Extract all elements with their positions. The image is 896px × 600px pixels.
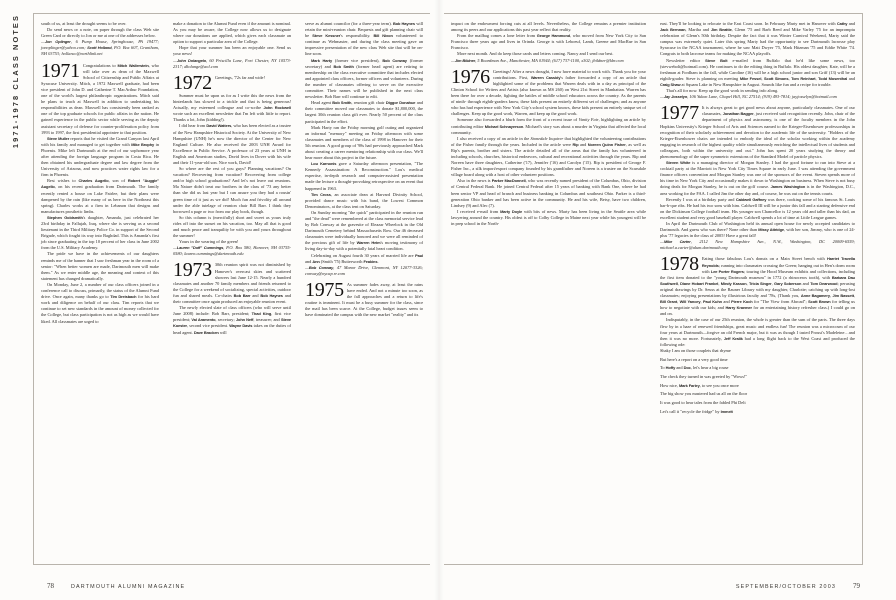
paragraph: That's all for now. Keep up the good work in sending info along. (666, 88, 779, 94)
column-signature: —Jon Oplinger, 6 Pump House, Springhouse, PA 19477; jonoplinger@yahoo.com; Scott Holland, P.O. Box 607, Grantham, NH 03753; hollancc@earthlink.net (41, 39, 160, 57)
column-4 (444, 14, 653, 564)
class-year-heading: 1975 (305, 278, 344, 301)
class-year-heading: 1976 (451, 65, 490, 88)
paragraph: Lou Karnonis gave a Saturday afternoon presentation, "The Kennedy Assassination: A Reconstruction." Lou's medical expertise, in-depth research and computer-assisted presentation made the lecture a thought-provoking retrospective on an event that happened in 1963. (305, 161, 423, 191)
paragraph: Tim Cross, an associate dean at Harvard Divinity School, provided dance music with his band, the Lowest Common Denominators, at the class tent on Saturday. (305, 191, 423, 209)
paragraph: Indisputably, in the case of our 25th reunion, the whole is greater than the sum of the parts. The three days flew by in a haze of renewed friendships, great music and endless fun! The reunion was a microcosm of our four years at Dartmouth—forgive an old French major, but it was as though I tasted Proust's Madeleine…and then it was no more. Fortunately, Jeff Kralik had a long flight back to the West Coast and produced the following ode: (660, 317, 855, 347)
column-2 (166, 14, 298, 564)
column-5 (653, 14, 862, 564)
paragraph: Eating those fabulous Lou's donuts on a Main Street bench with Harriet Travella Reynolds; running into classmates crossing the Green; hanging out in Hen's dorm room with Lee Porter Rogers; touring the Hood Museum exhibits and collections, including the first item donated to the "young Dartmouth museum" in 1772 (a rhinoceros tooth), with Barbara Dau Southwell, Diane Hobart Frankel, Mindy Kasson, Tricia Singer, Gary Soberson and Tom Dearwood; perusing original drawings by Dr. Seuss at the Rauner Library with my daughter, Charlotte; catching up with long-lost classmates; enjoying presentations by illustrious faculty and '78s, (Thank you, Anne Bagamery, Jim Bassett, Bill Grant, Will Yancey, Paul Kuhn and Pierre Koch for "The View from Abroad"; Scott Brown for telling us how to negotiate with our kids; and Harry Kraemer for an entertaining history refresher class.) I could go on and on. (660, 256, 856, 317)
paragraph: serve as alumni councilor (for a three-year term). Bob Haynes will retain the mini-reunion chair. Bequests and gift planning chair will be Steve Kessner's responsibility. Bill Nixon volunteered to continue as Webmaster, and during the class meeting gave an impressive presentation of the new class Web site that will be on-line soon. (305, 21, 423, 57)
poem-line: It was good to hear tales from the fabled Phi Delt (660, 400, 746, 405)
column-signature: —John Dolangelo, 60 Priscilla Lane, Fort Chester, NY 10573-2317; dkolange@aol.com (173, 57, 291, 69)
class-year-section (451, 65, 647, 118)
class-year-section (305, 278, 423, 319)
paragraph: 30th reunion spirit was not diminished by Hanover's overcast skies and scattered showers last June 12-15. Nearly a hundred classmates and another 70 family members and friends returned to the College for a weekend of socializing, special activities, outdoor fun and shared meals. Co-chairs Bob Barr and Bob Haynes and their committee once again produced an enjoyable reunion event. (173, 262, 291, 305)
class-year-section (41, 59, 159, 136)
paragraph: Newsletter editor Steve Bolt e-mailed from Buffalo that he'd like some news, too (stevwebolt@hotmail.com). He continues to do the editing thing in Buffalo. His oldest daughter, Kate, will be a freshman at Fordham in the fall, while Caroline (16) will be a high school junior and son Griff (13) will be an eighth-grader. Steve is planning on meeting Mike Fessel, Scott Simons, Tom Reinhart, Todd Mosenthal and Craig Shaw at Squam Lake in New Hampshire in August. Sounds like fun and a recipe for trouble. (660, 57, 856, 87)
class-year-section (660, 102, 855, 160)
paragraph: Best wishes to Charles Augello, son of Robert "Auggie" Augello, on his recent graduation from Dartmouth. The family recently rented a house on Lake Fairlee, but their plans were dampened by the rain (like many of us here in the Northeast this spring). Charles works at a firm in Lebanon that designs and manufactures prosthetic limbs. (41, 178, 159, 214)
class-year-section (660, 253, 856, 317)
poem-line: The big show you mastered had us all on the floor (660, 391, 748, 397)
column-signature: —Bob Conway, 47 Manor Drive, Glenmont, NY 12077-3326; conway@nycap.rr.com (305, 264, 423, 276)
right-page-footer (736, 582, 860, 590)
paragraph: make a donation to the Alumni Fund even if the amount is nominal. As you may be aware, the College now allows us to designate where our donations are applied, which gives each classmate an option to support a particular area of the College. (173, 21, 291, 45)
right-folio: 79 (853, 582, 860, 590)
poem-line: How nice, Mark Farley, to see you once more (660, 382, 739, 388)
poem-line: Shaky I am on those couplets that rhyme (660, 347, 731, 353)
paragraph: From the mailbag comes a lone letter from George Hammond, who moved from New York City to San Francisco three years ago and lives in Orinda. George is with Leboeuf, Lamb, Greene and MacRae in San Francisco. (451, 33, 646, 51)
paragraph: As summer fades away, at least the rains have ended. And not a minute too soon, as the fall approaches and a return to life's routine is imminent. It must be a busy summer for the class, since the mail has been scarce. At the College, budget issues seem to have dominated the campus with the new market "reality" and its (305, 281, 423, 318)
right-page (438, 0, 896, 600)
left-footer-title: DARTMOUTH ALUMNI MAGAZINE (71, 584, 186, 590)
paragraph: Someone also forwarded a blurb form the front of a recent issue of Vanity Fair, highlighting an article by contributing editor Michael Schnayerson. Michael's story was about a murder in Virginia that affected the local community. (451, 117, 646, 135)
column-signature: —Mike Carter, 2112 New Hampshire Ave., N.W., Washington, DC 20009-6559; michael.a.carter@alum.dartmouth.org (660, 239, 856, 251)
paragraph: So this column is (mercifully) short and sweet as yours truly rides off into the sunset on his vacation, too. May all that is good and much peace and tranquility be with you and yours throughout the summer! (173, 214, 291, 239)
class-year-heading: 1972 (173, 71, 212, 94)
paragraph: Congratulations to Mitch Wallerstein, who will take over as dean of the Maxwell School of Citizenship and Public Affairs at Syracuse University. Mitch, a 1972 Maxwell graduate, had been vice president of John D. and Catherine T. MacArthur Foundation, one of the world's largest philanthropic organizations. Mitch said he plans to teach at Maxwell in addition to undertaking his responsibilities as dean. Maxwell has consistently been ranked as one of the top graduate schools for public affairs in the nation. He gained experience in the public sector while serving as the deputy assistant secretary of defense for counter-proliferation policy from 1993 to 1997, the first presidential appointee to that position. (41, 62, 159, 135)
paragraph: Head agent Bob Smith, reunion gift chair Diggor Donahue and their committee moved our classmates to donate $1,800,000, the largest 30th reunion class gift ever. Nearly 50 percent of the class participated in the effort. (305, 100, 423, 124)
paragraph: It is always great to get good news about anyone, particularly classmates. One of our classmates, Jonathan Bagger, just received said recognition recently. John, chair of the department of physics and astronomy, is one of the faculty members in the John Hopkins University's Krieger School of Arts and Sciences named to the Krieger-Eisenhower professorships in recognition of their scholarly achievement and devotion to the academic life of the university. "Holders of the Krieger-Eisenhower chairs are intended to embody the ideal of the scholar working within the academy engaging in research of the highest quality while simultaneously enriching the intellectual lives of students and colleagues, both within the university and out." John has spent 20 years studying the theory and phenomenology of the super symmetric extensions of the Standard Model of particle physics. (660, 105, 855, 159)
paragraph: Summer must be upon us for as I write this the news from the hinterlands has slowed to a trickle and that is being generous! Actually, my esteemed colleague and co-scribe John Rockwell wrote such an excellent newsletter that I'm left with little to report. Thanks a lot, John (kidding!). (173, 92, 291, 123)
paragraph: Mark Harty ran the Friday morning golf outing and organized an informal "memory" meeting on Friday afternoon with some classmates and members of the class of 1998 in Hanover for their 5th reunion. A good group of '98s had previously approached Mark about creating a career mentoring relationship with our class. We'll hear more about this project in the future. (305, 124, 423, 161)
class-year-heading: 1971 (41, 59, 80, 82)
paragraph: south of us, at least the drought seems to be over. (41, 21, 127, 26)
paragraph: On Sunday morning "the quick" participated in the reunion run and "the dead" were remembered at the class memorial service lead by Bob Conway at the gravesite of Eleazar Wheelock in the Old Dartmouth Cemetery behind Massachusetts Row. Our 46 deceased classmates were individually honored and we were all reminded of the precious gift of life by Warren Heim's moving testimony of living day-to-day with a potentially fatal heart condition. (305, 209, 423, 252)
left-page-textbox (33, 13, 430, 565)
paragraph: The newly elected slate of class officers (who will serve until June 2008) include: Bob Barr, president; Thad King, first vice president; Val Aramento, secretary; John Neff, treasurer; and Steve Koester, second vice president. Wayne Davis takes on the duties of head agent. Dave Bracken will (173, 305, 292, 335)
paragraph: I did hear from David Watters, who has been elected as a trustee of the New Hampshire Historical Society. At the University of New Hampshire (UNH) he's now the director of the Center for New England Culture. He also received the 2003 UNH Award for Excellence in Public Service. A professor of 23 years at UNH in English and American studies, David lives in Dover with his wife and their 11-year-old son. Nice work, David! (173, 123, 291, 165)
paragraph: The pride we have in the achievements of our daughters reminds me of the banner that I saw freshman year in the room of a senior: "When better women are made, Dartmouth men will make them." As we enter middle age, the meaning and context of this statement has changed dramatically. (41, 251, 159, 281)
class-year-section (173, 71, 291, 94)
paragraph: Steven White is a managing director of Morgan Stanley. I had the good fortune to run into Steve at a cocktail party at the Marriott in New York City Times Square in early June. I was attending the government finance officers convention and Morgan Stanley was one of the sponsors of the event. Steven spends more of his time in New York City and occasionally makes it down to Washington on business. When Steve is not busy doing deals for Morgan Stanley, he is out on the golf course. James Washington is in the Washington, D.C., area working for the FAA. I called Jim the other day and, of course, he was out on the tennis courts. (660, 160, 856, 196)
column-signature: —Jim Bildner, 5 Boardman Ave., Manchester, MA 01944; (617) 737-1100, x302; jbildner@kbr.com (451, 57, 624, 63)
paragraph: Greetings, '72s far and wide! (214, 74, 265, 80)
column-3 (298, 14, 430, 564)
poem-line: Let's call it "recycle the fridge" by Immelt (660, 408, 733, 414)
column-signature: —Jay Josselyn, 106 Yukon Lane, Chapel Hill, NC 27514; (919) 493-7814; jayjosselyn@hotmail.com (660, 94, 837, 100)
column-1 (34, 14, 166, 564)
right-footer-issue: SEPTEMBER/OCTOBER 2003 (735, 584, 836, 590)
left-page (0, 0, 438, 600)
paragraph: impact on the endowment forcing cuts at all levels. Nevertheless, the College remains a premier institution among its peers and our applications this past year reflect that reality. (451, 21, 646, 33)
class-year-heading: 1977 (660, 102, 699, 125)
paragraph: On Monday, June 2, a number of our class officers joined in a conference call to discuss, primarily, the status of the Alumni Fund drive. Once again, many thanks go to Tim Dreisbach for his hard work and diligence on behalf of our class. Tim reports that we continue to set new standards in the amount of money collected for the College, but class participation is not as high as we would have liked. All classmates are urged to (41, 281, 159, 324)
paragraph: Stephen Goldsmith's daughter, Amanda, just celebrated her 23rd birthday in Fallujah, Iraq, where she is serving as a second lieutenant in the Third Military Police Co. in support of the Second Brigade, which fought its way into Baghdad. This is Amanda's first job since graduating in the top 10 percent of her class in June 2002 from the U.S. Military Academy. (41, 214, 159, 251)
paragraph: I received e-mail from Marty Doyle with bits of news. Marty has been living in the Seattle area while lawyering around the country. His oldest is off to Colby College in Maine next year while his youngest will be in prep school in the North- (451, 208, 646, 226)
left-page-footer (47, 582, 185, 590)
paragraph: So where are the rest of you guys? Planning vacations? On vacation? Recovering from vacation? Recovering from college and/or high school graduations? And let's not leave out reunions. Ma Nature didn't treat our brothers in the class of '73 any better than she did us last year but I can assure you they had a rousin' green time of it just as we did! Much fun and frivolity all around under the able tutelage of reunion chair Bill Barr. I think they borrowed a page or two from our play book, though. (173, 166, 291, 214)
paragraph: More next month. And do keep those cards and letters coming. Nancy and I send our best. (457, 51, 614, 57)
paragraph: Greetings! After a news drought, I now have material to work with. Thank you for your contributions. First, Warren Cassidy's father forwarded a copy of an article that highlighted some of the problems that Warren deals with in a day as principal of the Clinton School for Writers and Artists (also known as MS 260) on West 21st Street in Manhattan. Warren has been there for over a decade, fighting the battles of middle school educators across the country. As the parents of ninth- through eighth-graders know, these kids present an entirely different set of challenges; and as anyone who has had experience with New York City's school system knows, these kids present an entirely unique set of challenges. Keep up the good work, Warren, and keep up the good work. (451, 68, 647, 117)
paragraph: Hope that your summer has been an enjoyable one. Send us your news! (173, 45, 291, 57)
running-head-label: 1971-1978 CLASS NOTES (10, 14, 20, 149)
paragraph: Recently I was at a birthday party and Caldwell Gaffney was there, cooking some of his famous St. Louis bar-b-que ribs. He had his two sons with him. Caldwell III will be a junior this fall and a starting defensive end on the Dickinson College football team. His younger son Chancellor is 12 years old and taller than his dad, an excellent student and very good baseball player. Caldwell spends a lot of time at Little League games. (660, 196, 855, 220)
poem-line: To Hoffy and Doc, let's hear a big rouse (660, 365, 729, 371)
class-year-section (173, 259, 291, 305)
paragraph: In April the Dartmouth Club of Washington held its annual open house for newly accepted candidates to Dartmouth. And guess who was there? None other than Missy Attridge, with her son, Jimmy, who is one of 24-plus '77 legacies in the class of 2005! Have a great fall! (660, 221, 855, 239)
left-folio: 78 (47, 582, 54, 590)
running-head (0, 0, 30, 565)
column-signature: —Lauren "Duff" Cummings, P.O. Box 580, Hanover, NH 03755-0580; lauren.cummings@dartmouth.edu (173, 245, 291, 257)
poem-line: The check they turned in was greeted by "Wows!" (660, 373, 748, 379)
paragraph: Mark Harty (former vice president), Bob Conway (former secretary) and Bob Smith (former head agent) are retiring to membership on the class executive committee that includes elected and appointed class officers, former officers and volunteers. During the number of classmates offering to serve on the executive committee. Their names will be published in the next class newsletter. Bob Barr will continue to edit. (305, 57, 423, 100)
paragraph: Steve Muller reports that he visited the Grand Canyon last April with his family and managed to get together with Mike Brophy in Phoenix. Mike left Dartmouth at the end of our sophomore year after attending the foreign language program in Costa Rica. He then obtained his undergraduate degree and law degree from the University of Arizona, and now practices water rights law for a firm in Phoenix. (41, 135, 160, 178)
paragraph: I also received a copy of an article in the Stonedale Inquirer that highlighted the volunteering contributions of the Fisher family through the years. Included in the article were Rip and Noreen Quinn Fisher, as well as Rip's parents, brother and sisters. The article detailed all of the areas that the family has volunteered in including schools, churches, historical endeavors, cultural and recreational activities through the years. Rip and Noreen have three daughters, Catherine ('17), Jennifer ('16) and Carolyn ('15). Rip is president of George F. Fisher Inc., a silk import/export company founded by his grandfather and Noreen is a trustee on the Scarsdale village board along with a host of other volunteer positions. (451, 135, 647, 178)
right-page-textbox (444, 13, 863, 565)
paragraph: Also in the news is Parker MacDonnell, who was recently named president of the Columbus, Ohio, division of Central Federal Bank. He joined Central Federal after 15 years of banking with Bank One, where he had been senior VP and head of branch and business banking in Columbus and southeast Ohio. Parker is a third-generation Ohio banker and has been active in the community. He and his wife, Betsy, have two children, Lindsey (9) and Alec (7). (451, 178, 646, 208)
paragraph: east. They'll be looking to relocate to the East Coast soon. In February Marty met in Hanover with Cathy and Jack Brennan, Martha and Jim Beattie, Glenn '75 and Barb Reed and Mike Varley '75 for an impromptu celebration of Glenn's 50th birthday. Despite the fact that it was Winter Carnival Weekend, Marty said the campus was extremely quiet. Later this spring Marty had the opportunity to see Dartmouth lacrosse play Syracuse in the NCAA tournament, where he saw Matt Dwyer '75, Mark Hitzman '75 and Eddie White '74. Congrats to both lacrosse teams for making the NCAA playoffs. (660, 21, 856, 57)
class-year-heading: 1978 (660, 253, 699, 276)
paragraph: Celebrating on August fourth 30 years of married life are Paul and Ann (Smith '75) Butterworth Feakins. (305, 252, 423, 264)
paragraph: Do send news or a note, on paper through the class Web site Green Card or directly to Jon or me at one of the addresses below. (41, 27, 159, 39)
class-year-heading: 1973 (173, 259, 212, 282)
paragraph: Yours in the wearing of the green! (179, 239, 239, 245)
poem-line: But here's a report on a very good time (660, 356, 728, 362)
